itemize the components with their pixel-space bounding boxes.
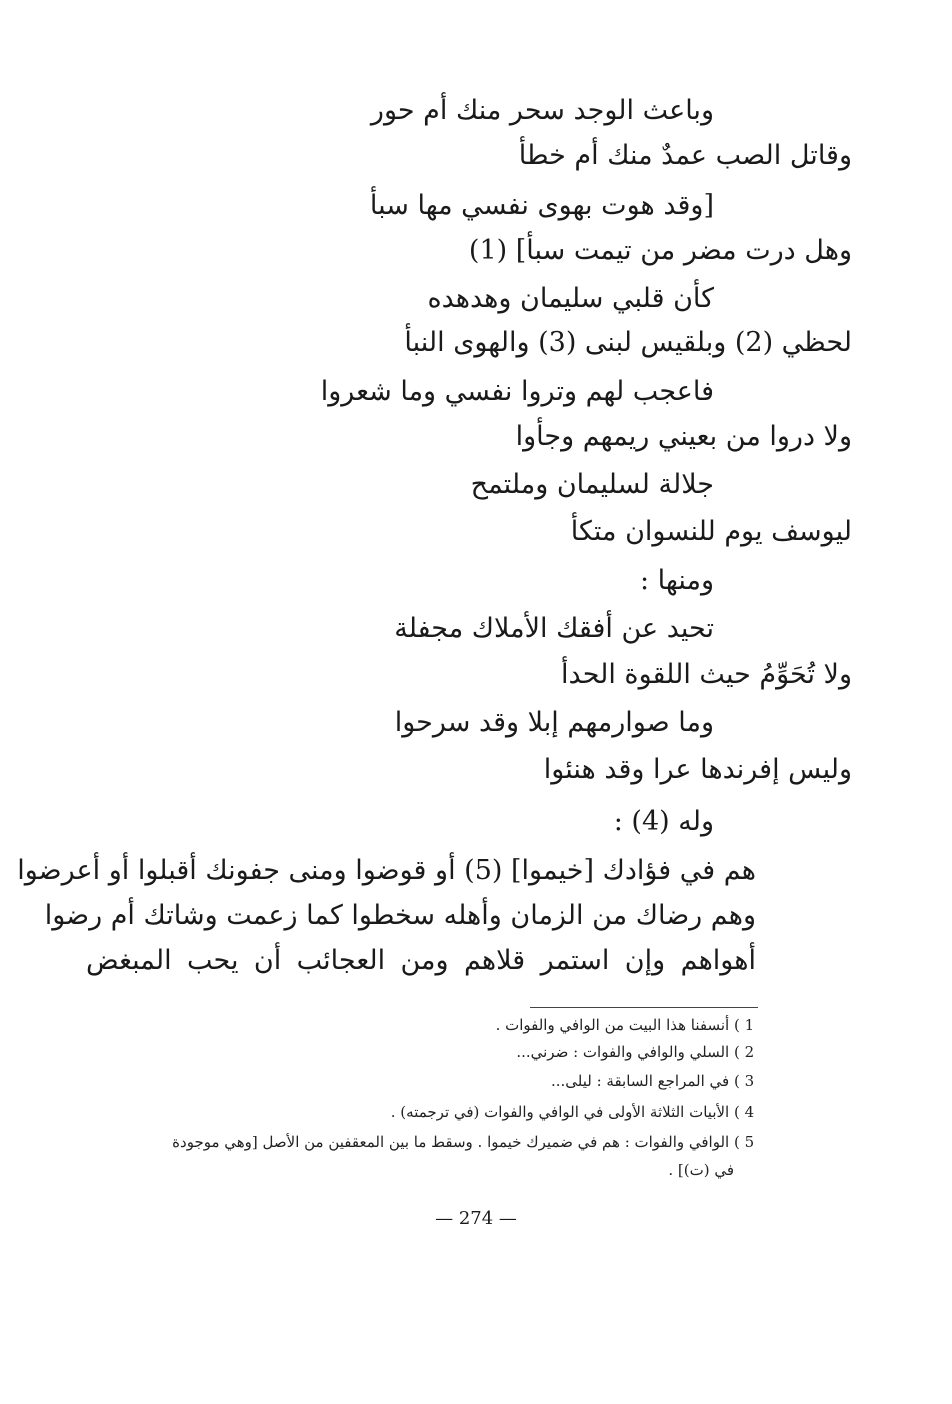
- verse-line: ولا تُحَوِّمُ حيث اللقوة الحدأ: [561, 659, 852, 690]
- footnote-number: 5 ): [734, 1133, 755, 1151]
- verse-line: ليوسف يوم للنسوان متكأ: [570, 516, 852, 547]
- footnote-number: 1 ): [734, 1016, 755, 1034]
- footnote-text: في المراجع السابقة : ليلى...: [550, 1072, 730, 1090]
- footnote-text: السلي والوافي والفوات : ضرني...: [516, 1043, 730, 1061]
- page-number: — 274 —: [435, 1208, 517, 1229]
- footnote-number: 3 ): [734, 1072, 755, 1090]
- footnote: [172, 1130, 758, 1154]
- verse-line: وباعث الوجد سحر منك أم حور: [370, 95, 714, 126]
- prose-line: وهم رضاك من الزمان وأهله سخطوا كما زعمت وشاتك أم رضوا: [44, 900, 756, 931]
- verse-line: وهل درت مضر من تيمت سبأ] (1): [468, 235, 852, 266]
- verse-line: وقاتل الصب عمدٌ منك أم خطأ: [518, 140, 852, 171]
- footnote-text: الوافي والفوات : هم في ضميرك خيموا . وسقط ما بين المعقفين من الأصل [وهي موجودة: [172, 1133, 730, 1151]
- verse-line: ولا دروا من بعيني ريمهم وجأوا: [515, 421, 852, 452]
- verse-line: وما صوارمهم إبلا وقد سرحوا: [394, 707, 714, 738]
- footnote: [391, 1100, 758, 1124]
- footnote-number: 4 ): [734, 1103, 755, 1121]
- footnote: [551, 1069, 758, 1093]
- verse-line: فاعجب لهم وتروا نفسي وما شعروا: [320, 376, 714, 407]
- footnote-number: 2 ): [734, 1043, 755, 1061]
- section-heading: ومنها :: [640, 565, 714, 596]
- footnote-text: الأبيات الثلاثة الأولى في الوافي والفوات (في ترجمته) .: [390, 1103, 730, 1121]
- footnote-separator: [530, 1007, 758, 1008]
- footnote-continuation: [668, 1158, 734, 1182]
- verse-line: جلالة لسليمان وملتمح: [470, 469, 714, 500]
- prose-line: هم في فؤادك [خيموا] (5) أو قوضوا ومنى جفونك أقبلوا أو أعرضوا: [17, 855, 756, 886]
- footnote-text: في (ت)] .: [668, 1161, 734, 1179]
- verse-line: تحيد عن أفقك الأملاك مجفلة: [394, 613, 714, 644]
- footnote: [496, 1013, 758, 1037]
- verse-line: لحظي (2) وبلقيس لبنى (3) والهوى النبأ: [404, 327, 852, 358]
- section-heading: وله (4) :: [613, 806, 714, 837]
- footnote-text: أنسفنا هذا البيت من الوافي والفوات .: [495, 1016, 730, 1034]
- verse-line: كأن قلبي سليمان وهدهده: [427, 283, 714, 314]
- prose-line: أهواهم وإن استمر قلاهم ومن العجائب أن يحب المبغض: [86, 945, 756, 976]
- verse-line: [وقد هوت بهوى نفسي مها سبأ: [369, 190, 714, 221]
- verse-line: وليس إفرندها عرا وقد هنئوا: [543, 754, 852, 785]
- footnote: [516, 1040, 758, 1064]
